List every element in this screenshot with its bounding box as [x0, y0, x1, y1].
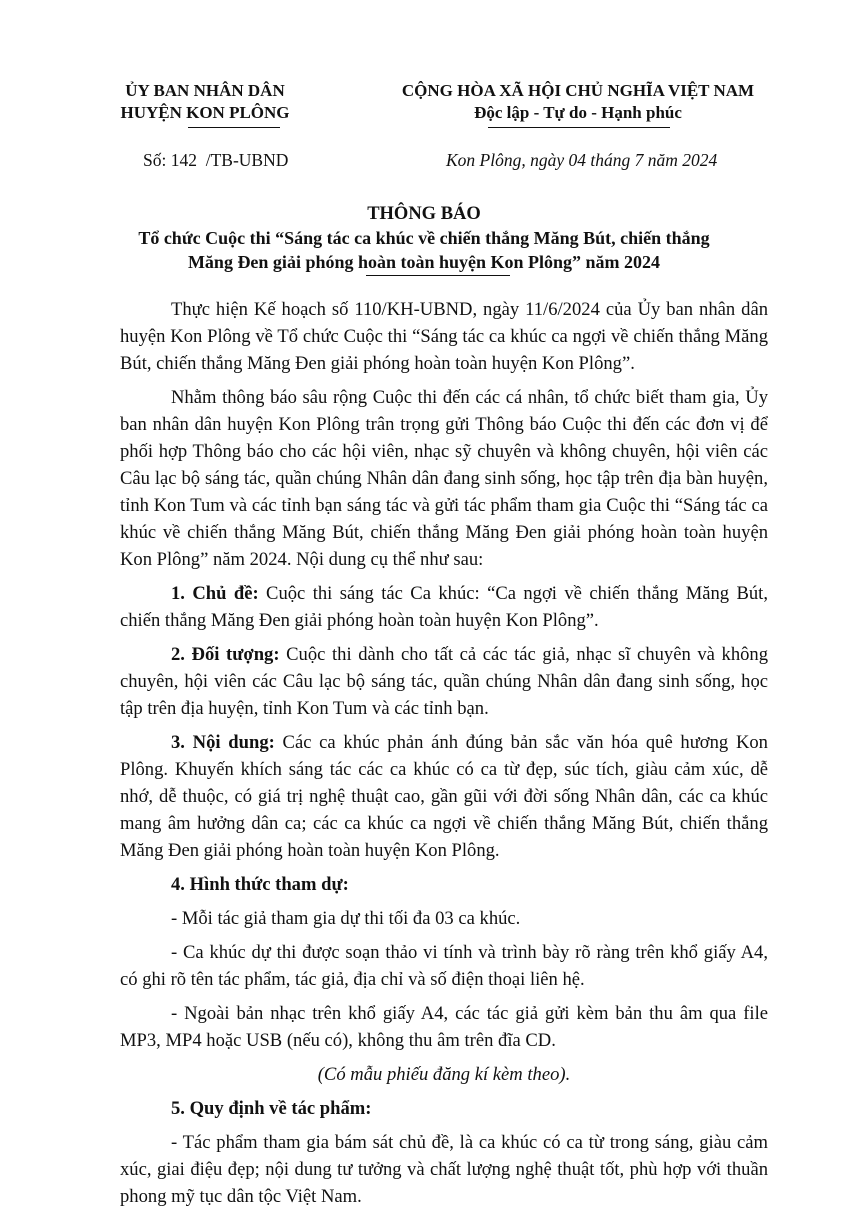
section-participants: [120, 641, 768, 722]
section-content: [120, 729, 768, 864]
document-subtitle-line2: Măng Đen giải phóng hoàn toàn huyện Kon Plông” năm 2024: [187, 252, 661, 272]
nation-name: CỘNG HÒA XÃ HỘI CHỦ NGHĨA VIỆT NAM: [401, 81, 755, 100]
title-underline: [366, 275, 510, 276]
format-item-1: - Mỗi tác giả tham gia dự thi tối đa 03 ca khúc.: [171, 908, 521, 929]
nation-motto: Độc lập - Tự do - Hạnh phúc: [474, 103, 682, 122]
section-theme-label: 1. Chủ đề:: [171, 583, 259, 604]
document-date: Kon Plông, ngày 04 tháng 7 năm 2024: [446, 150, 718, 170]
document-number: Số: 142 /TB-UBND: [143, 150, 289, 170]
agency-underline: [188, 127, 280, 128]
intro-paragraph: Thực hiện Kế hoạch số 110/KH-UBND, ngày 11/6/2024 của Ủy ban nhân dân huyện Kon Plông về Tổ chức Cuộc thi “Sáng tác ca khúc ca ngợi về chiến thắng Măng Bút, chiến thắng Măng Đen giải phóng hoàn toàn huyện Kon Plông”.: [120, 299, 768, 374]
section-theme-text: Cuộc thi sáng tác Ca khúc: “Ca ngợi về chiến thắng Măng Bút, chiến thắng Măng Đen giải phóng hoàn toàn huyện Kon Plông”.: [120, 583, 769, 631]
document-title: THÔNG BÁO: [367, 204, 481, 224]
format-item-2: - Ca khúc dự thi được soạn thảo vi tính và trình bày rõ ràng trên khổ giấy A4, có ghi rõ tên tác phẩm, tác giả, địa chỉ và số điện thoại liên hệ.: [120, 942, 768, 990]
section-rules-heading: 5. Quy định về tác phẩm:: [171, 1098, 372, 1119]
rules-item-1: - Tác phẩm tham gia bám sát chủ đề, là ca khúc có ca từ trong sáng, giàu cảm xúc, giai điệu đẹp; nội dung tư tưởng và chất lượng nghệ thuật tốt, phù hợp với thuần phong mỹ tục dân tộc Việt Nam.: [120, 1132, 768, 1207]
section-participants-text: Cuộc thi dành cho tất cả các tác giả, nhạc sĩ chuyên và không chuyên, hội viên các Câu lạc bộ sáng tác, quần chúng Nhân dân đang sinh sống, học tập trên địa huyện, tỉnh Kon Tum và các tỉnh bạn.: [120, 644, 769, 719]
registration-form-note: (Có mẫu phiếu đăng kí kèm theo).: [317, 1064, 571, 1085]
document-body: [120, 296, 768, 1210]
section-participants-label: 2. Đối tượng:: [171, 644, 280, 665]
section-content-text: Các ca khúc phản ánh đúng bản sắc văn hóa quê hương Kon Plông. Khuyến khích sáng tác các ca khúc có ca từ đẹp, súc tích, giàu cảm xúc, dễ nhớ, dễ thuộc, có giá trị nghệ thuật cao, gần gũi với đời sống Nhân dân, các ca khúc mang âm hưởng dân ca; các ca khúc ca ngợi về chiến thắng Măng Bút, chiến thắng Măng Đen giải phóng hoàn toàn huyện Kon Plông.: [120, 732, 768, 861]
purpose-paragraph: Nhằm thông báo sâu rộng Cuộc thi đến các cá nhân, tổ chức biết tham gia, Ủy ban nhân dân huyện Kon Plông trân trọng gửi Thông báo Cuộc thi đến các đơn vị để phối hợp Thông báo cho các hội viên, nhạc sỹ chuyên và không chuyên, hội viên các Câu lạc bộ sáng tác, quần chúng Nhân dân đang sinh sống, học tập trên địa bàn huyện, tỉnh Kon Tum và các tỉnh bạn sáng tác và gửi tác phẩm tham gia Cuộc thi “Sáng tác ca khúc về chiến thắng Măng Bút, chiến thắng Măng Đen giải phóng hoàn toàn huyện Kon Plông” năm 2024. Nội dung cụ thể như sau:: [120, 387, 768, 570]
section-format-heading: 4. Hình thức tham dự:: [171, 874, 349, 895]
section-content-label: 3. Nội dung:: [171, 732, 275, 753]
agency-name-line2: HUYỆN KON PLÔNG: [120, 103, 290, 122]
section-theme: [120, 580, 768, 634]
document-subtitle-line1: Tổ chức Cuộc thi “Sáng tác ca khúc về chiến thắng Măng Bút, chiến thắng: [138, 228, 710, 248]
format-item-3: - Ngoài bản nhạc trên khổ giấy A4, các tác giả gửi kèm bản thu âm qua file MP3, MP4 hoặc USB (nếu có), không thu âm trên đĩa CD.: [120, 1003, 768, 1051]
agency-name-line1: ỦY BAN NHÂN DÂN: [125, 81, 285, 100]
motto-underline: [488, 127, 670, 128]
